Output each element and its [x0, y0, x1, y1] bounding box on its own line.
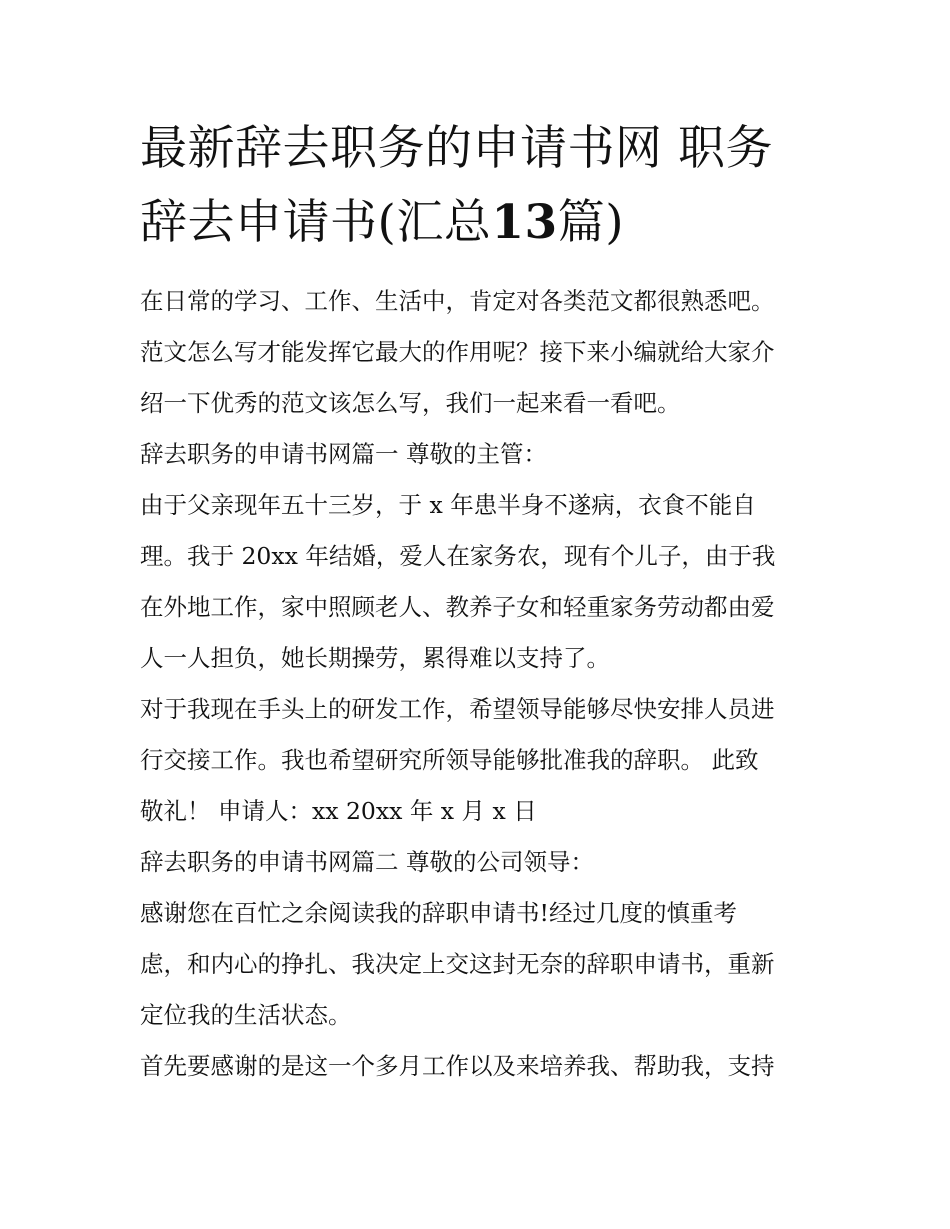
body-line: 虑，和内心的挣扎、我决定上交这封无奈的辞职申请书，重新	[140, 950, 775, 978]
document-body	[140, 276, 840, 1092]
title-line-1: 最新辞去职务的申请书网 职务	[140, 121, 773, 176]
body-line: 人一人担负，她长期操劳，累得难以支持了。	[140, 644, 610, 672]
body-line: 首先要感谢的是这一个多月工作以及来培养我、帮助我，支持	[140, 1052, 775, 1080]
body-line: 在外地工作，家中照顾老人、教养子女和轻重家务劳动都由爱	[140, 593, 775, 621]
body-line: 在日常的学习、工作、生活中，肯定对各类范文都很熟悉吧。	[140, 287, 775, 315]
body-line: 对于我现在手头上的研发工作，希望领导能够尽快安排人员进	[140, 695, 775, 723]
body-line: 绍一下优秀的范文该怎么写，我们一起来看一看吧。	[140, 389, 681, 417]
body-line: 感谢您在百忙之余阅读我的辞职申请书!经过几度的慎重考	[140, 899, 737, 927]
title-line-2-prefix: 辞去申请书(汇总	[140, 195, 492, 250]
body-line: 由于父亲现年五十三岁，于 x 年患半身不遂病，衣食不能自	[140, 491, 756, 519]
signature-line: 敬礼！ 申请人：xx 20xx 年 x 月 x 日	[140, 797, 537, 825]
body-line: 范文怎么写才能发挥它最大的作用呢？接下来小编就给大家介	[140, 338, 775, 366]
body-line: 行交接工作。我也希望研究所领导能够批准我的辞职。 此致	[140, 746, 759, 774]
section-heading-1: 辞去职务的申请书网篇一 尊敬的主管：	[140, 440, 547, 468]
document-title	[140, 112, 820, 260]
title-line-2-number: 13	[491, 195, 558, 250]
body-line: 理。我于 20xx 年结婚，爱人在家务农，现有个儿子，由于我	[140, 542, 776, 570]
title-line-2-suffix: 篇)	[557, 195, 625, 250]
body-line: 定位我的生活状态。	[140, 1001, 352, 1029]
section-heading-2: 辞去职务的申请书网篇二 尊敬的公司领导：	[140, 848, 594, 876]
